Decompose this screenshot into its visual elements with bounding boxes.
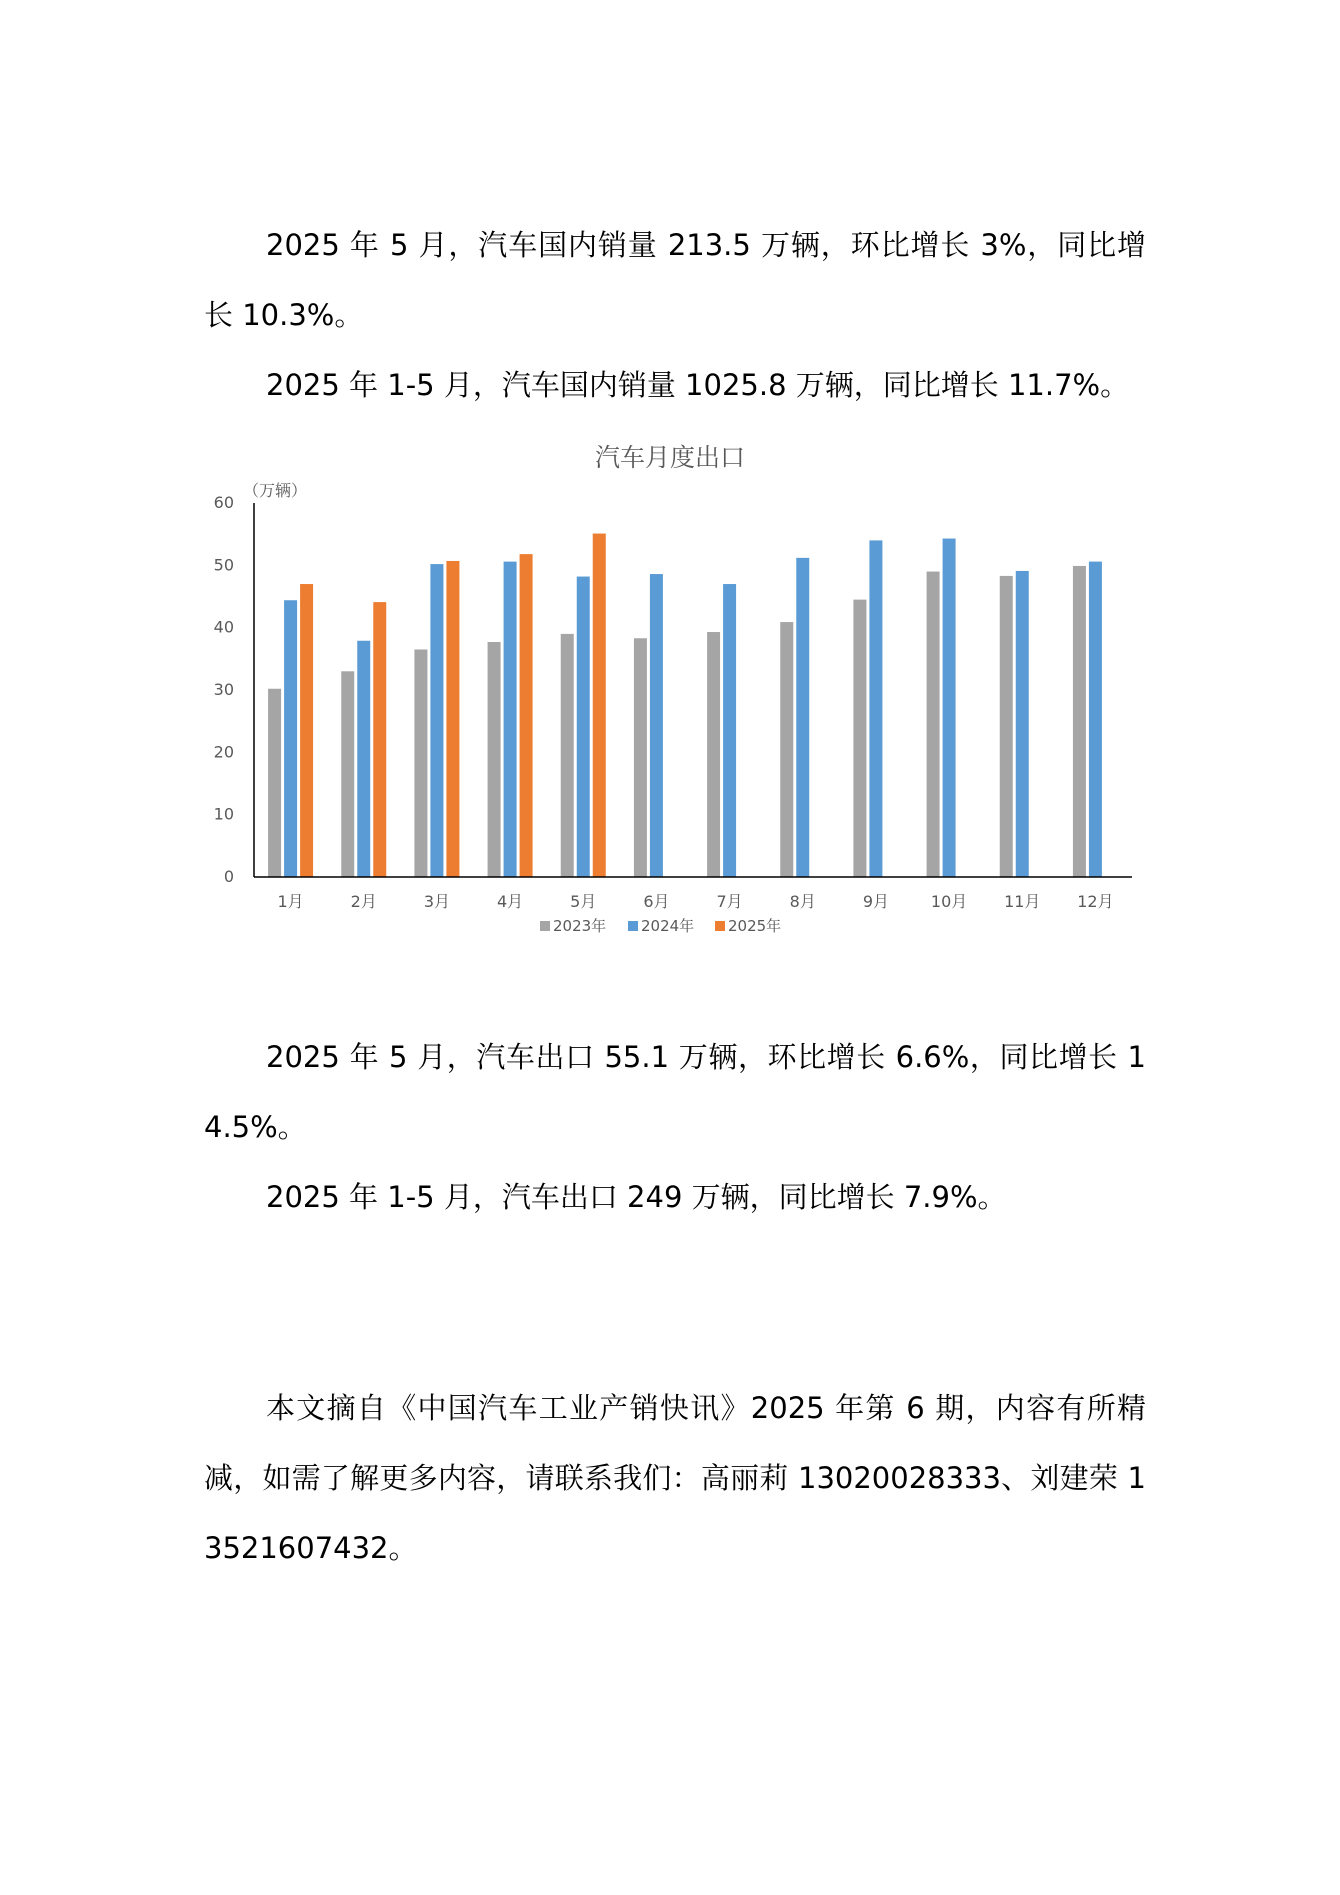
x-tick-label: 10月: [930, 892, 968, 911]
bar-2023年-9月: [853, 600, 866, 877]
bar-2024年-10月: [943, 539, 956, 877]
paragraph-domestic-sales-may: 2025 年 5 月，汽车国内销量 213.5 万辆，环比增长 3%，同比增长 10.3%。: [204, 228, 1146, 332]
paragraph-export-jan-may: 2025 年 1-5 月，汽车出口 249 万辆，同比增长 7.9%。: [266, 1180, 1007, 1214]
y-tick-label: 10: [213, 804, 234, 824]
bar-2025年-2月: [373, 602, 386, 877]
x-tick-label: 4月: [496, 892, 524, 911]
x-tick-label: 1月: [277, 892, 304, 911]
bar-2025年-3月: [446, 561, 459, 877]
bar-2023年-12月: [1073, 566, 1086, 877]
bar-2023年-3月: [414, 649, 427, 877]
y-tick-label: 40: [213, 617, 234, 637]
legend-label: 2023年: [553, 917, 607, 935]
y-tick-label: 0: [223, 867, 234, 886]
bar-2023年-5月: [561, 634, 574, 877]
bar-2023年-10月: [927, 572, 940, 877]
x-tick-label: 8月: [789, 892, 816, 911]
legend-swatch: [628, 921, 638, 931]
export-bar-chart: [200, 440, 1140, 960]
x-tick-label: 9月: [862, 892, 890, 911]
legend-swatch: [715, 921, 725, 931]
bar-2024年-1月: [284, 600, 297, 877]
bar-2024年-2月: [357, 641, 370, 877]
bar-2023年-2月: [341, 671, 354, 877]
bar-2023年-8月: [780, 622, 793, 877]
bar-2023年-7月: [707, 632, 720, 877]
x-tick-label: 11月: [1004, 892, 1041, 911]
paragraph-source-contact: 本文摘自《中国汽车工业产销快讯》2025 年第 6 期，内容有所精减，如需了解更多内容，请联系我们：高丽莉 13020028333、刘建荣 13521607432。: [204, 1391, 1146, 1565]
bar-2024年-5月: [577, 577, 590, 877]
x-tick-label: 5月: [570, 892, 597, 911]
legend-swatch: [540, 921, 550, 931]
bar-2025年-5月: [593, 534, 606, 877]
bar-2023年-4月: [488, 642, 501, 877]
bar-2025年-4月: [520, 554, 533, 877]
legend-label: 2024年: [641, 917, 695, 935]
x-tick-label: 6月: [643, 892, 670, 911]
y-tick-label: 20: [213, 742, 234, 762]
bar-2024年-9月: [869, 540, 882, 877]
bar-2024年-3月: [430, 564, 443, 877]
bar-2024年-4月: [504, 562, 517, 877]
bar-2023年-1月: [268, 689, 281, 877]
x-tick-label: 2月: [350, 892, 377, 911]
bar-2025年-1月: [300, 584, 313, 877]
paragraph-export-may: 2025 年 5 月，汽车出口 55.1 万辆，环比增长 6.6%，同比增长 14.5%。: [204, 1040, 1146, 1144]
chart-legend: [540, 917, 781, 935]
x-tick-label: 3月: [423, 892, 451, 911]
bar-2024年-6月: [650, 574, 663, 877]
y-tick-label: 30: [213, 680, 234, 699]
bar-2024年-11月: [1016, 571, 1029, 877]
x-tick-label: 12月: [1077, 892, 1114, 911]
x-tick-label: 7月: [716, 892, 743, 911]
y-tick-label: 50: [213, 555, 234, 575]
bar-2024年-7月: [723, 584, 736, 877]
paragraph-domestic-sales-jan-may: 2025 年 1-5 月，汽车国内销量 1025.8 万辆，同比增长 11.7%。: [266, 368, 1130, 402]
bar-2024年-8月: [796, 558, 809, 877]
y-tick-label: 60: [213, 493, 234, 512]
y-axis-unit-label: （万辆）: [243, 481, 308, 500]
bar-2023年-11月: [1000, 576, 1013, 877]
bar-2024年-12月: [1089, 562, 1102, 877]
chart-title: 汽车月度出口: [594, 443, 746, 472]
bar-2023年-6月: [634, 638, 647, 877]
legend-label: 2025年: [728, 917, 782, 935]
